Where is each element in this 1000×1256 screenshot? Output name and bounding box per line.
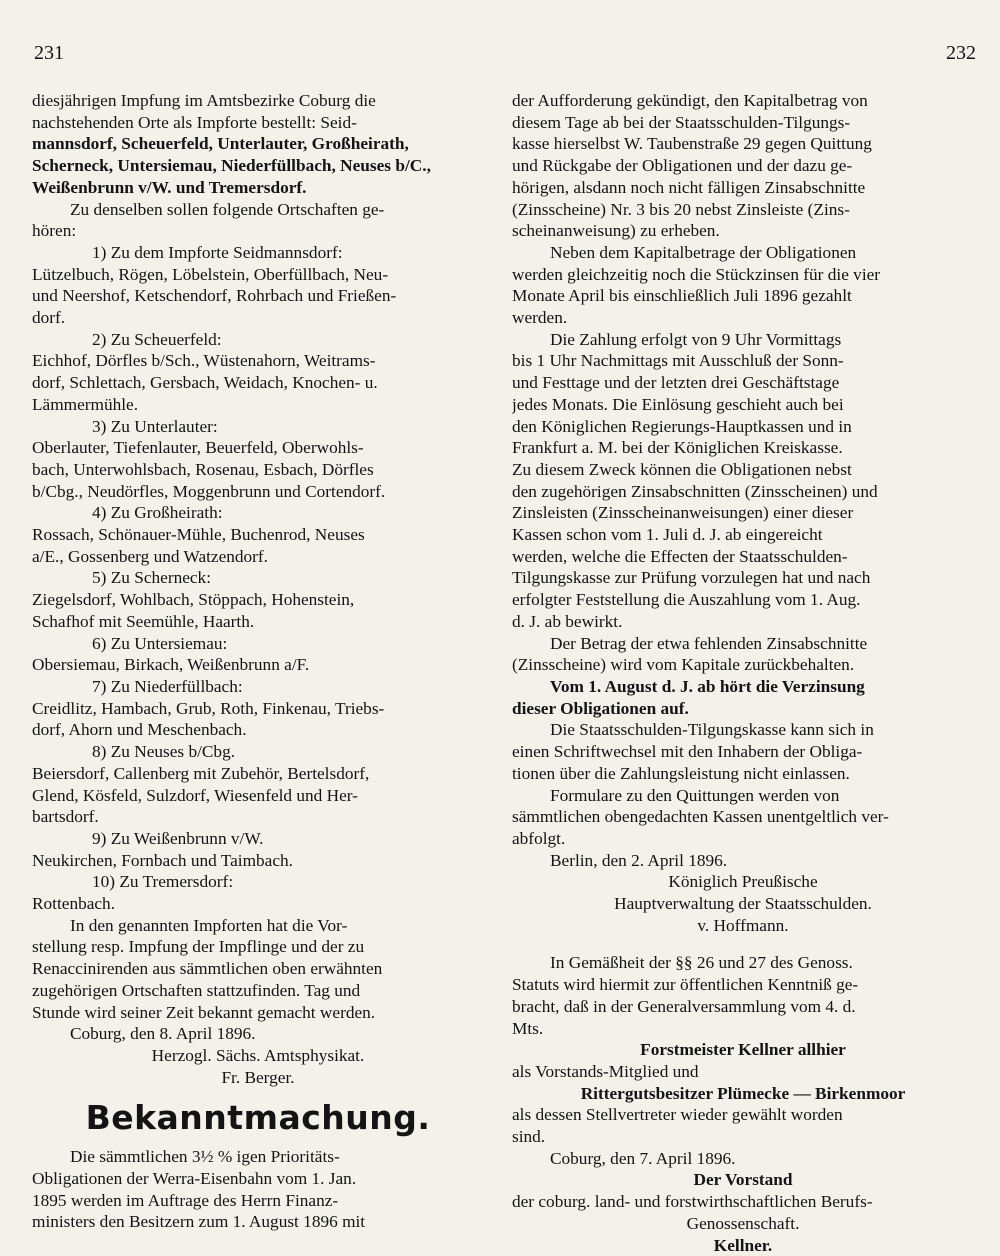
- text-line: Lützelbuch, Rögen, Löbelstein, Oberfüllbach, Neu-: [32, 264, 389, 284]
- text-line: a/E., Gossenberg und Watzendorf.: [32, 546, 269, 566]
- text-line: 10) Zu Tremersdorf:: [92, 872, 234, 892]
- text-line: Lämmermühle.: [32, 394, 139, 414]
- text-line: Creidlitz, Hambach, Grub, Roth, Finkenau, Triebs-: [32, 698, 385, 718]
- text-line: ministers den Besitzern zum 1. August 1896 mit: [32, 1212, 366, 1232]
- text-line: Hauptverwaltung der Staatsschulden.: [614, 894, 872, 914]
- text-line: Obersiemau, Birkach, Weißenbrunn a/F.: [32, 655, 310, 675]
- text-line: Stunde wird seiner Zeit bekannt gemacht werden.: [32, 1002, 376, 1022]
- text-line: Scherneck, Untersiemau, Niederfüllbach, Neuses b/C.,: [32, 156, 431, 176]
- text-line: Mts.: [512, 1018, 544, 1038]
- text-line: Statuts wird hiermit zur öffentlichen Kenntniß ge-: [512, 975, 859, 995]
- text-line: Coburg, den 7. April 1896.: [550, 1148, 736, 1168]
- text-line: 1) Zu dem Impforte Seidmannsdorf:: [92, 242, 343, 262]
- text-line: [512, 936, 974, 944]
- text-line: kasse hierselbst W. Taubenstraße 29 gegen Quittung: [512, 134, 872, 154]
- text-line: dorf.: [32, 308, 66, 328]
- text-line: Neben dem Kapitalbetrage der Obligationen: [550, 242, 857, 262]
- text-line: 6) Zu Untersiemau:: [92, 633, 228, 653]
- text-line: einen Schriftwechsel mit den Inhabern der Obliga-: [512, 742, 863, 762]
- right-column-text: [512, 90, 974, 1256]
- text-line: und Rückgabe der Obligationen und der dazu ge-: [512, 156, 853, 176]
- text-line: (Zinsscheine) Nr. 3 bis 20 nebst Zinsleiste (Zins-: [512, 199, 850, 219]
- text-line: Zu diesem Zweck können die Obligationen nebst: [512, 459, 852, 479]
- text-line: bartsdorf.: [32, 807, 99, 827]
- text-line: Rossach, Schönauer-Mühle, Buchenrod, Neuses: [32, 525, 365, 545]
- text-line: Renaccinirenden aus sämmtlichen oben erwähnten: [32, 959, 383, 979]
- text-line: nachstehenden Orte als Impforte bestellt: Seid-: [32, 112, 357, 132]
- text-line: Schafhof mit Seemühle, Haarth.: [32, 611, 255, 631]
- text-line: tionen über die Zahlungsleistung nicht einlassen.: [512, 763, 850, 783]
- text-line: dorf, Ahorn und Meschenbach.: [32, 720, 247, 740]
- page-number-left: 231: [34, 42, 64, 64]
- text-line: Der Betrag der etwa fehlenden Zinsabschnitte: [550, 633, 868, 653]
- text-line: b/Cbg., Neudörfles, Moggenbrunn und Cortendorf.: [32, 481, 386, 501]
- text-line: Der Vorstand: [693, 1170, 793, 1190]
- text-line: Genossenschaft.: [686, 1213, 800, 1233]
- text-line: jedes Monats. Die Einlösung geschieht auch bei: [512, 394, 844, 414]
- text-line: sind.: [512, 1127, 546, 1147]
- text-line: werden.: [512, 308, 568, 328]
- text-line: Tilgungskasse zur Prüfung vorzulegen hat und nach: [512, 568, 871, 588]
- text-line: Rottenbach.: [32, 894, 116, 914]
- text-line: 3) Zu Unterlauter:: [92, 416, 218, 436]
- text-line: und Neershof, Ketschendorf, Rohrbach und Frießen-: [32, 286, 397, 306]
- text-line: Königlich Preußische: [668, 872, 818, 892]
- text-line: (Zinsscheine) wird vom Kapitale zurückbehalten.: [512, 655, 855, 675]
- text-line: 4) Zu Großheirath:: [92, 503, 223, 523]
- text-line: Oberlauter, Tiefenlauter, Beuerfeld, Oberwohls-: [32, 438, 364, 458]
- text-line: werden, welche die Effecten der Staatsschulden-: [512, 546, 848, 566]
- text-line: Monate April bis einschließlich Juli 1896 gezahlt: [512, 286, 852, 306]
- text-line: [512, 944, 974, 952]
- text-line: diesem Tage ab bei der Staatsschulden-Tilgungs-: [512, 112, 851, 132]
- text-line: d. J. ab bewirkt.: [512, 611, 623, 631]
- text-line: der Aufforderung gekündigt, den Kapitalbetrag von: [512, 91, 868, 110]
- text-line: erfolgter Feststellung die Auszahlung vom 1. Aug.: [512, 590, 861, 610]
- text-line: Weißenbrunn v/W. und Tremersdorf.: [32, 177, 307, 197]
- text-line: bis 1 Uhr Nachmittags mit Ausschluß der Sonn-: [512, 351, 844, 371]
- text-line: Obligationen der Werra-Eisenbahn vom 1. Jan.: [32, 1169, 357, 1189]
- text-line: Die Zahlung erfolgt von 9 Uhr Vormittags: [550, 329, 842, 349]
- text-line: Coburg, den 8. April 1896.: [70, 1024, 256, 1044]
- text-line: den Königlichen Regierungs-Hauptkassen und in: [512, 416, 852, 436]
- text-line: v. Hoffmann.: [697, 915, 789, 935]
- text-line: Die Staatsschulden-Tilgungskasse kann sich in: [550, 720, 874, 740]
- text-line: als dessen Stellvertreter wieder gewählt worden: [512, 1105, 843, 1125]
- text-line: Zu denselben sollen folgende Ortschaften ge-: [70, 199, 385, 219]
- text-line: Herzogl. Sächs. Amtsphysikat.: [151, 1045, 365, 1065]
- text-line: werden gleichzeitig noch die Stückzinsen für die vier: [512, 264, 881, 284]
- text-line: In den genannten Impforten hat die Vor-: [70, 915, 348, 935]
- text-line: Kellner.: [713, 1235, 773, 1255]
- text-line: den zugehörigen Zinsabschnitten (Zinsscheinen) und: [512, 481, 878, 501]
- text-line: 1895 werden im Auftrage des Herrn Finanz-: [32, 1190, 339, 1210]
- text-line: Zinsleisten (Zinsscheinanweisungen) einer dieser: [512, 503, 854, 523]
- text-line: Beiersdorf, Callenberg mit Zubehör, Bertelsdorf,: [32, 763, 370, 783]
- text-line: sämmtlichen obengedachten Kassen unentgeltlich ver-: [512, 807, 889, 827]
- text-line: zugehörigen Ortschaften stattzufinden. Tag und: [32, 980, 361, 1000]
- text-line: als Vorstands-Mitglied und: [512, 1061, 699, 1081]
- page-number-right: 232: [946, 42, 976, 64]
- left-column-after-heading: [32, 1146, 484, 1233]
- text-line: dieser Obligationen auf.: [512, 698, 689, 718]
- text-line: Fr. Berger.: [221, 1067, 295, 1087]
- text-line: und Festtage und der letzten drei Geschäftstage: [512, 373, 840, 393]
- text-line: In Gemäßheit der §§ 26 und 27 des Genoss.: [550, 953, 853, 973]
- text-line: Glend, Kösfeld, Sulzdorf, Wiesenfeld und Her-: [32, 785, 358, 805]
- text-line: Berlin, den 2. April 1896.: [550, 850, 728, 870]
- text-line: Frankfurt a. M. bei der Königlichen Kreiskasse.: [512, 438, 843, 458]
- text-line: 7) Zu Niederfüllbach:: [92, 676, 243, 696]
- text-line: 2) Zu Scheuerfeld:: [92, 329, 222, 349]
- text-line: stellung resp. Impfung der Impflinge und der zu: [32, 937, 365, 957]
- text-line: 8) Zu Neuses b/Cbg.: [92, 742, 236, 762]
- text-line: Neukirchen, Fornbach und Taimbach.: [32, 850, 293, 870]
- text-line: Kassen schon vom 1. Juli d. J. ab eingereicht: [512, 525, 823, 545]
- text-line: Eichhof, Dörfles b/Sch., Wüstenahorn, Weitrams-: [32, 351, 376, 371]
- text-line: diesjährigen Impfung im Amtsbezirke Coburg die: [32, 91, 376, 110]
- text-line: 5) Zu Scherneck:: [92, 568, 212, 588]
- section-heading: Bekanntmachung.: [85, 1098, 431, 1138]
- text-line: hörigen, alsdann noch nicht fälligen Zinsabschnitte: [512, 177, 866, 197]
- text-line: 9) Zu Weißenbrunn v/W.: [92, 828, 264, 848]
- text-line: Ziegelsdorf, Wohlbach, Stöppach, Hohenstein,: [32, 590, 355, 610]
- text-line: der coburg. land- und forstwirthschaftlichen Berufs-: [512, 1192, 873, 1212]
- text-line: dorf, Schlettach, Gersbach, Weidach, Knochen- u.: [32, 373, 378, 393]
- left-column: [32, 90, 484, 1233]
- text-line: abfolgt.: [512, 828, 566, 848]
- right-column: [512, 90, 974, 1256]
- text-line: Die sämmtlichen 3½ % igen Prioritäts-: [70, 1147, 340, 1167]
- text-line: Formulare zu den Quittungen werden von: [550, 785, 840, 805]
- text-line: Forstmeister Kellner allhier: [640, 1040, 846, 1060]
- text-line: Vom 1. August d. J. ab hört die Verzinsung: [550, 676, 865, 696]
- text-line: bracht, daß in der Generalversammlung vom 4. d.: [512, 996, 856, 1016]
- text-line: hören:: [32, 221, 77, 241]
- left-column-text: [32, 90, 484, 1088]
- text-line: Rittergutsbesitzer Plümecke — Birkenmoor: [580, 1083, 906, 1103]
- text-line: bach, Unterwohlsbach, Rosenau, Esbach, Dörfles: [32, 459, 374, 479]
- text-line: mannsdorf, Scheuerfeld, Unterlauter, Großheirath,: [32, 134, 409, 154]
- text-line: scheinanweisung) zu erheben.: [512, 221, 720, 241]
